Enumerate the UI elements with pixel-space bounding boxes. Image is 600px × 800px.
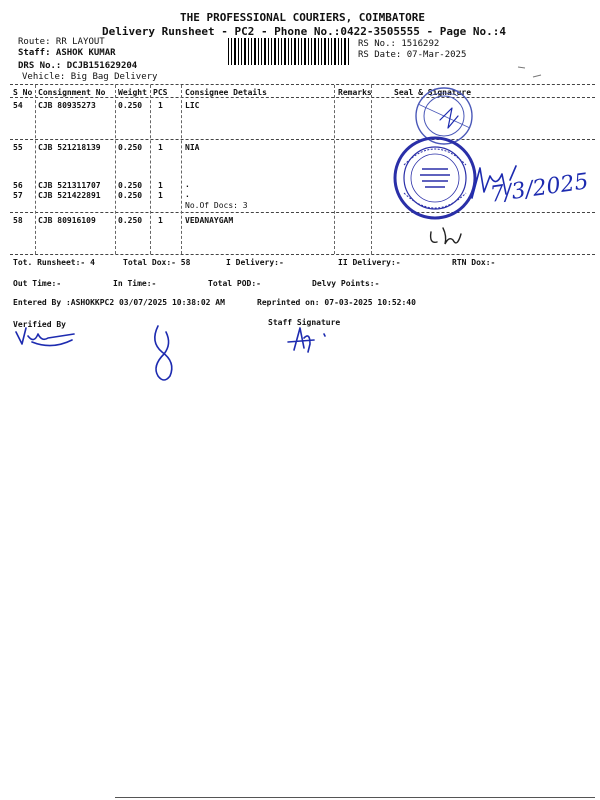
barcode-bar — [321, 38, 322, 65]
row-sno: 56 — [13, 181, 23, 190]
row-consignment: CJB 80916109 — [38, 216, 96, 225]
staff-label: Staff: ASHOK KUMAR — [18, 48, 116, 58]
ii-delivery: II Delivery:- — [338, 258, 401, 267]
row-sno: 57 — [13, 191, 23, 200]
barcode-bar — [281, 38, 282, 65]
barcode-bar — [271, 38, 272, 65]
row-weight: 0.250 — [118, 191, 143, 200]
barcode-bar — [248, 38, 249, 65]
barcode-bar — [304, 38, 306, 65]
row-pcs: 1 — [158, 143, 163, 152]
row-consignment: CJB 521311707 — [38, 181, 101, 190]
drs-label: DRS No.: DCJB151629204 — [18, 61, 138, 71]
staff-signature-label: Staff Signature — [268, 318, 341, 327]
barcode-bar — [318, 38, 319, 65]
col-header-consignee: Consignee Details — [185, 88, 267, 97]
in-time: In Time:- — [113, 279, 157, 288]
barcode-bar — [301, 38, 302, 65]
barcode-bar — [334, 38, 336, 65]
verified-by-label: Verified By — [13, 320, 66, 329]
barcode-bar — [314, 38, 316, 65]
total-dox: Total Dox:- 58 — [123, 258, 191, 267]
rs-date: RS Date: 07-Mar-2025 — [358, 50, 467, 60]
barcode-bar — [228, 38, 229, 65]
tot-runsheet: Tot. Runsheet:- 4 — [13, 258, 95, 267]
col-rule — [334, 85, 335, 254]
row-weight: 0.250 — [118, 101, 143, 110]
vehicle-label: Vehicle: Big Bag Delivery — [22, 72, 158, 82]
barcode-bar — [234, 38, 236, 65]
row-consignee: . — [185, 180, 190, 189]
no-of-docs: No.Of Docs: 3 — [185, 201, 248, 210]
col-header-pcs: PCS — [153, 88, 168, 97]
row-weight: 0.250 — [118, 143, 143, 152]
document-title: THE PROFESSIONAL COURIERS, COIMBATORE — [180, 11, 426, 24]
staff-signature — [280, 324, 340, 354]
i-delivery: I Delivery:- — [226, 258, 284, 267]
col-header-consignment: Consignment No — [38, 88, 106, 97]
verified-by-signature — [12, 322, 82, 350]
rs-number: RS No.: 1516292 — [358, 39, 440, 49]
barcode-bar — [231, 38, 232, 65]
barcode-bar — [344, 38, 346, 65]
table-top-rule — [10, 84, 595, 85]
barcode-bar — [298, 38, 299, 65]
rtn-dox: RTN Dox:- — [452, 258, 496, 267]
barcode-bar — [261, 38, 262, 65]
row-rule — [10, 139, 595, 140]
barcode-bar — [348, 38, 349, 65]
barcode-bar — [254, 38, 256, 65]
row-consignee: . — [185, 190, 190, 199]
row-sno: 55 — [13, 143, 23, 152]
barcode-bar — [241, 38, 242, 65]
document-subtitle: Delivery Runsheet - PC2 - Phone No.:0422-3505555 - Page No.:4 — [102, 25, 506, 38]
barcode-bar — [331, 38, 332, 65]
barcode-bar — [268, 38, 269, 65]
col-rule — [181, 85, 182, 254]
barcode-bar — [258, 38, 259, 65]
row-consignment: CJB 521218139 — [38, 143, 101, 152]
col-header-weight: Weight — [118, 88, 147, 97]
handwritten-date: 7/3/2025 — [488, 169, 591, 208]
row-rule — [10, 212, 595, 213]
row-pcs: 1 — [158, 216, 163, 225]
row-pcs: 1 — [158, 191, 163, 200]
page-bottom-rule — [115, 797, 595, 798]
barcode-bar — [264, 38, 266, 65]
barcode-bar — [328, 38, 329, 65]
row-consignment: CJB 80935273 — [38, 101, 96, 110]
row-consignee: LIC — [185, 101, 200, 110]
row-weight: 0.250 — [118, 181, 143, 190]
col-header-remarks: Remarks — [338, 88, 372, 97]
delvy-points: Delvy Points:- — [312, 279, 380, 288]
col-rule — [150, 85, 151, 254]
reprinted-on: Reprinted on: 07-03-2025 10:52:40 — [257, 298, 416, 307]
barcode-bar — [294, 38, 296, 65]
col-rule — [35, 85, 36, 254]
barcode-bar — [278, 38, 279, 65]
barcode-bar — [284, 38, 286, 65]
row-consignment: CJB 521422891 — [38, 191, 101, 200]
barcode-bar — [244, 38, 246, 65]
barcode-bar — [311, 38, 312, 65]
row-consignee: VEDANAYGAM — [185, 216, 234, 225]
barcode — [228, 38, 352, 65]
handwritten-signature-row — [425, 222, 475, 254]
table-header-rule — [10, 97, 595, 98]
barcode-bar — [308, 38, 309, 65]
row-weight: 0.250 — [118, 216, 143, 225]
barcode-bar — [274, 38, 276, 65]
stray-mark — [515, 62, 545, 82]
barcode-bar — [341, 38, 342, 65]
col-rule — [371, 85, 372, 254]
barcode-bar — [338, 38, 339, 65]
row-sno: 54 — [13, 101, 23, 110]
barcode-bar — [251, 38, 252, 65]
row-pcs: 1 — [158, 101, 163, 110]
row-consignee: NIA — [185, 143, 200, 152]
row-pcs: 1 — [158, 181, 163, 190]
handwritten-loop-mark — [140, 322, 190, 386]
barcode-bar — [324, 38, 326, 65]
barcode-bar — [291, 38, 292, 65]
barcode-bar — [288, 38, 289, 65]
row-sno: 58 — [13, 216, 23, 225]
col-header-seal: Seal & Signature — [394, 88, 472, 97]
col-header-sno: S No — [13, 88, 33, 97]
col-rule — [115, 85, 116, 254]
out-time: Out Time:- — [13, 279, 62, 288]
barcode-bar — [238, 38, 239, 65]
total-pod: Total POD:- — [208, 279, 261, 288]
table-bottom-rule — [10, 254, 595, 255]
route-label: Route: RR LAYOUT — [18, 37, 105, 47]
entered-by: Entered By :ASHOKKPC2 03/07/2025 10:38:02 AM — [13, 298, 225, 307]
